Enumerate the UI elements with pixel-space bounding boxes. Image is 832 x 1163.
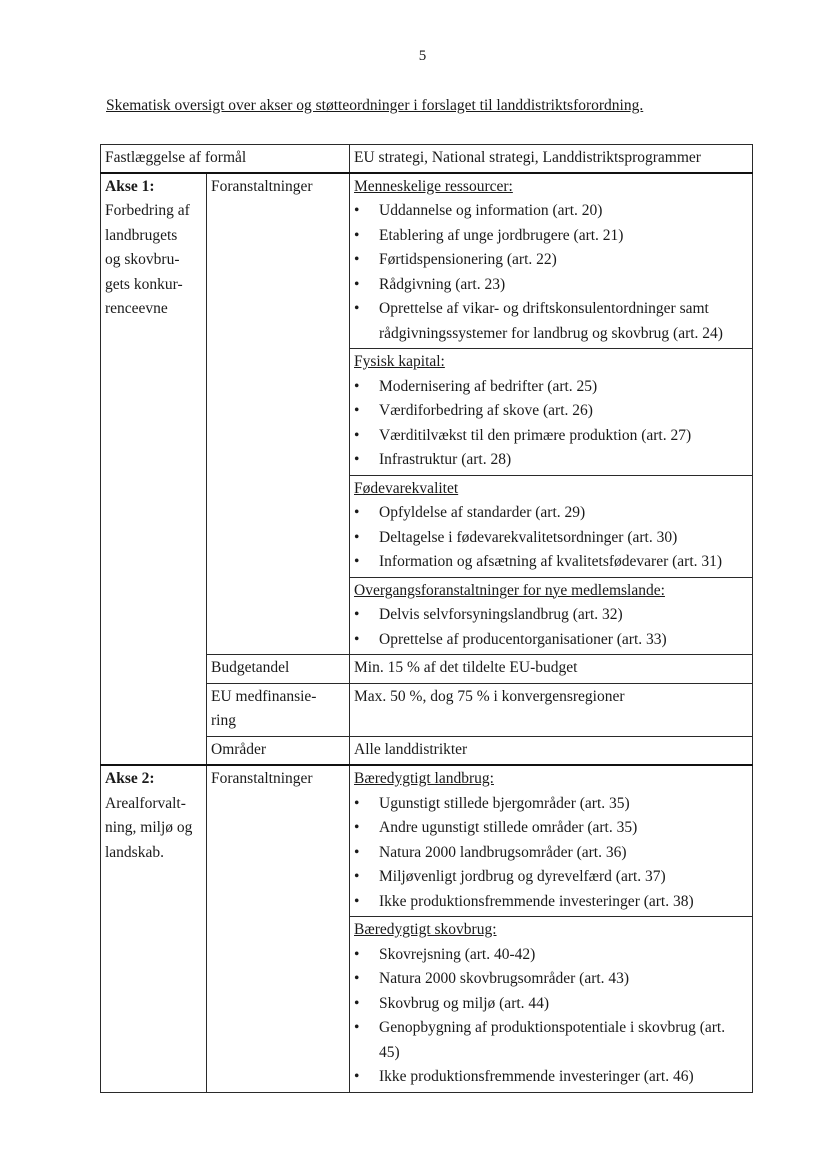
group-list	[354, 792, 748, 915]
list-item: • Information og afsætning af kvalitetsfødevarer (art. 31)	[354, 550, 748, 575]
list-item: • Ugunstigt stillede bjergområder (art. 35)	[354, 792, 748, 817]
akse1-group-4	[350, 577, 753, 655]
document-title: Skematisk oversigt over akser og støtteordninger i forslaget til landdistriktsforordning.	[106, 97, 644, 114]
akse1-group-3	[350, 475, 753, 577]
list-item: • Uddannelse og information (art. 20)	[354, 199, 748, 224]
list-item: • Oprettelse af producentorganisationer (art. 33)	[354, 628, 748, 653]
akse1-group-2	[350, 349, 753, 476]
list-item: • Modernisering af bedrifter (art. 25)	[354, 375, 748, 400]
list-item: • Delvis selvforsyningslandbrug (art. 32)	[354, 603, 748, 628]
list-item: • Genopbygning af produktionspotentiale i skovbrug (art. 45)	[354, 1016, 748, 1065]
list-item: • Førtidspensionering (art. 22)	[354, 248, 748, 273]
list-item: • Skovbrug og miljø (art. 44)	[354, 992, 748, 1017]
group-title: Overgangsforanstaltninger for nye medlemslande:	[354, 581, 665, 599]
list-item: • Værditilvækst til den primære produktion (art. 27)	[354, 424, 748, 449]
akse1-measures-label: Foranstaltninger	[207, 173, 350, 655]
group-title: Fødevarekvalitet	[354, 479, 459, 497]
list-item: • Andre ugunstigt stillede områder (art. 35)	[354, 816, 748, 841]
akse2-group-2	[350, 917, 753, 1093]
list-item: • Etablering af unge jordbrugere (art. 21)	[354, 224, 748, 249]
list-item: • Værdiforbedring af skove (art. 26)	[354, 399, 748, 424]
list-item: • Deltagelse i fødevarekvalitetsordninger (art. 30)	[354, 526, 748, 551]
akse2-group-1	[350, 765, 753, 917]
list-item: • Ikke produktionsfremmende investeringer (art. 46)	[354, 1065, 748, 1090]
akse1-areas-value: Alle landdistrikter	[350, 736, 753, 765]
akse2-cell	[101, 765, 207, 1092]
akse1-cofinancing-label: EU medfinansie- ring	[207, 683, 350, 736]
list-item: • Natura 2000 skovbrugsområder (art. 43)	[354, 967, 748, 992]
akse1-cell	[101, 173, 207, 766]
page-number: 5	[418, 48, 427, 64]
table-header-row	[101, 145, 753, 173]
akse1-areas-label: Områder	[207, 736, 350, 765]
akse1-title: Akse 1:	[105, 177, 155, 195]
akse1-cofinancing-value: Max. 50 %, dog 75 % i konvergensregioner	[350, 683, 753, 736]
list-item: • Natura 2000 landbrugsområder (art. 36)	[354, 841, 748, 866]
group-list	[354, 501, 748, 575]
list-item: • Miljøvenligt jordbrug og dyrevelfærd (art. 37)	[354, 865, 748, 890]
list-item: • Infrastruktur (art. 28)	[354, 448, 748, 473]
group-list	[354, 199, 748, 346]
group-list	[354, 375, 748, 473]
list-item: • Opfyldelse af standarder (art. 29)	[354, 501, 748, 526]
header-left: Fastlæggelse af formål	[101, 145, 350, 173]
list-item: • Ikke produktionsfremmende investeringer (art. 38)	[354, 890, 748, 915]
group-title: Bæredygtigt landbrug:	[354, 770, 494, 787]
group-list	[354, 943, 748, 1090]
group-title: Bæredygtigt skovbrug:	[354, 921, 497, 938]
table-row	[101, 765, 753, 917]
header-right: EU strategi, National strategi, Landdistriktsprogrammer	[350, 145, 753, 173]
group-list	[354, 603, 748, 652]
axes-table-container	[100, 144, 753, 1093]
table-row	[101, 173, 753, 349]
group-title: Menneskelige ressourcer:	[354, 177, 513, 195]
akse2-measures-label: Foranstaltninger	[207, 765, 350, 1092]
akse1-group-1	[350, 173, 753, 349]
akse1-budget-label: Budgetandel	[207, 655, 350, 684]
list-item: • Skovrejsning (art. 40-42)	[354, 943, 748, 968]
list-item: • Rådgivning (art. 23)	[354, 273, 748, 298]
akse2-description: Arealforvalt- ning, miljø og landskab.	[105, 794, 193, 861]
akse1-budget-value: Min. 15 % af det tildelte EU-budget	[350, 655, 753, 684]
axes-table	[100, 144, 753, 1093]
list-item: • Oprettelse af vikar- og driftskonsulentordninger samt rådgivningssystemer for landbrug og skovbrug (art. 24)	[354, 297, 748, 346]
group-title: Fysisk kapital:	[354, 353, 445, 370]
akse1-description: Forbedring af landbrugets og skovbru- gets konkur- renceevne	[105, 202, 190, 317]
akse2-title: Akse 2:	[105, 770, 155, 787]
